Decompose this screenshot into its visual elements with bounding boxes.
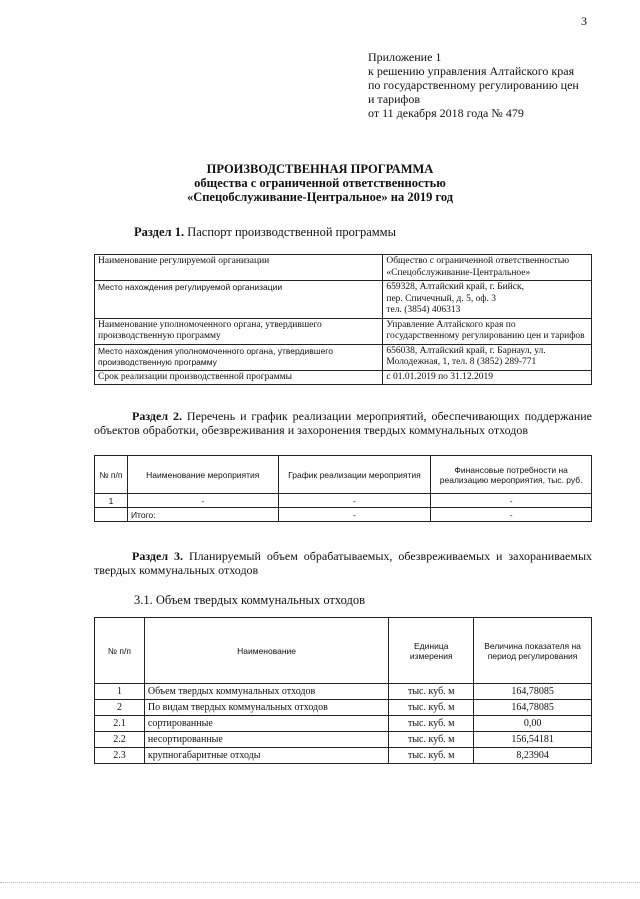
row-unit: тыс. куб. м	[389, 716, 474, 732]
address-line: тел. (3854) 406313	[386, 305, 461, 315]
row-number: 2.3	[95, 748, 145, 764]
passport-table	[94, 254, 592, 385]
column-header: Величина показателя на период регулирования	[474, 618, 592, 684]
column-header: Единица измерения	[389, 618, 474, 684]
table-row	[95, 748, 592, 764]
row-value: 0,00	[474, 716, 592, 732]
total-label: Итого:	[127, 508, 278, 522]
row-unit: тыс. куб. м	[389, 748, 474, 764]
table-row	[95, 716, 592, 732]
column-header: Наименование мероприятия	[127, 456, 278, 494]
document-title	[0, 162, 640, 204]
row-name: сортированные	[144, 716, 388, 732]
waste-volume-table	[94, 617, 592, 764]
row-number: 1	[95, 684, 145, 700]
row-unit: тыс. куб. м	[389, 732, 474, 748]
table-row	[95, 344, 592, 370]
section-2-text: Перечень и график реализации мероприятий, обеспечивающих поддержание объектов обработки, обезвреживания и захоронения твердых коммунальных отходов	[94, 409, 593, 437]
section-1-heading	[134, 225, 396, 240]
row-value: 8,23904	[474, 748, 592, 764]
title-line-3: «Спецобслуживание-Центральное» на 2019 год	[186, 190, 454, 204]
section-3-label: Раздел 3.	[132, 549, 184, 563]
row-name: По видам твердых коммунальных отходов	[144, 700, 388, 716]
row-name: крупногабаритные отходы	[144, 748, 388, 764]
passport-key: Наименование уполномоченного органа, утвердившего производственную программу	[95, 318, 383, 344]
table-cell	[95, 508, 128, 522]
table-row	[95, 700, 592, 716]
title-line-1: ПРОИЗВОДСТВЕННАЯ ПРОГРАММА	[206, 162, 434, 176]
table-cell: -	[431, 508, 592, 522]
passport-key: Место нахождения регулируемой организации	[95, 281, 383, 319]
column-header: № п/п	[95, 456, 128, 494]
column-header: График реализации мероприятия	[278, 456, 431, 494]
appendix-line: к решению управления Алтайского края	[368, 64, 575, 78]
subsection-3-1-heading: 3.1. Объем твердых коммунальных отходов	[134, 593, 366, 607]
passport-key: Срок реализации производственной программы	[95, 370, 383, 385]
title-line-2: общества с ограниченной ответственностью	[194, 176, 446, 190]
table-row	[95, 494, 592, 508]
passport-key: Место нахождения уполномоченного органа, утвердившего производственную программу	[95, 344, 383, 370]
section-3-text: Планируемый объем обрабатываемых, обезвреживаемых и захораниваемых твердых коммунальных отходов	[94, 549, 593, 577]
table-cell: -	[278, 508, 431, 522]
appendix-line: от 11 декабря 2018 года № 479	[368, 106, 524, 120]
section-1-title: Паспорт производственной программы	[187, 225, 396, 239]
measures-table	[94, 455, 592, 522]
section-2-label: Раздел 2.	[132, 409, 182, 423]
table-row	[95, 318, 592, 344]
table-header-row	[95, 456, 592, 494]
row-number: 2	[95, 700, 145, 716]
passport-value: с 01.01.2019 по 31.12.2019	[383, 370, 592, 385]
section-1-label: Раздел 1.	[134, 225, 185, 239]
table-row	[95, 684, 592, 700]
appendix-line: Приложение 1	[368, 50, 442, 64]
appendix-line: по государственному регулированию цен	[368, 78, 579, 92]
passport-value: Управление Алтайского края по государственному регулированию цен и тарифов	[383, 318, 592, 344]
row-name: несортированные	[144, 732, 388, 748]
address-line: пер. Спичечный, д. 5, оф. 3	[386, 293, 496, 304]
table-row	[95, 281, 592, 319]
passport-value: 656038, Алтайский край, г. Барнаул, ул. Молодежная, 1, тел. 8 (3852) 289-771	[383, 344, 592, 370]
passport-value: Общество с ограниченной ответственностью «Спецобслуживание-Центральное»	[383, 255, 592, 281]
appendix-line: и тарифов	[368, 92, 421, 106]
table-cell: -	[431, 494, 592, 508]
row-value: 164,78085	[474, 684, 592, 700]
row-value: 164,78085	[474, 700, 592, 716]
column-header: № п/п	[95, 618, 145, 684]
row-unit: тыс. куб. м	[389, 700, 474, 716]
section-3-paragraph	[94, 549, 592, 577]
table-row	[95, 255, 592, 281]
table-row	[95, 370, 592, 385]
table-cell: 1	[95, 494, 128, 508]
table-cell: -	[278, 494, 431, 508]
row-number: 2.2	[95, 732, 145, 748]
address-line: 659328, Алтайский край, г. Бийск,	[386, 282, 524, 292]
passport-key: Наименование регулируемой организации	[95, 255, 383, 281]
page-number: 3	[581, 14, 587, 28]
row-name: Объем твердых коммунальных отходов	[144, 684, 388, 700]
table-total-row	[95, 508, 592, 522]
appendix-block	[368, 50, 579, 120]
section-2-paragraph	[94, 409, 592, 437]
passport-value	[383, 281, 592, 319]
table-row	[95, 732, 592, 748]
page-bottom-edge	[0, 882, 640, 883]
column-header: Наименование	[144, 618, 388, 684]
table-header-row	[95, 618, 592, 684]
row-value: 156,54181	[474, 732, 592, 748]
row-number: 2.1	[95, 716, 145, 732]
row-unit: тыс. куб. м	[389, 684, 474, 700]
table-cell: -	[127, 494, 278, 508]
column-header: Финансовые потребности на реализацию мероприятия, тыс. руб.	[431, 456, 592, 494]
